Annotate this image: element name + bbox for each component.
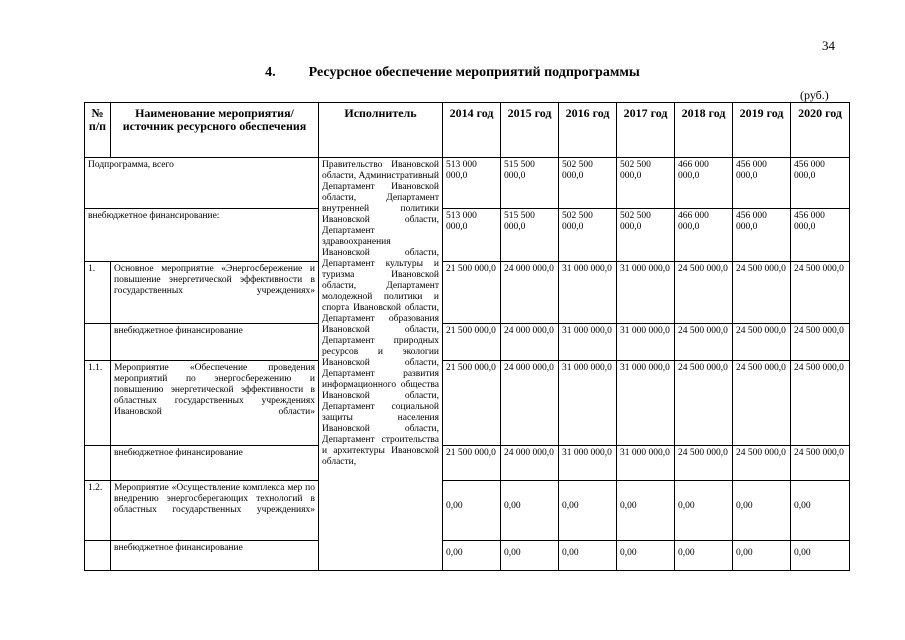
row-name: внебюджетное финансирование xyxy=(111,446,319,481)
value-cell: 24 500 000,0 xyxy=(675,361,733,446)
table-row xyxy=(85,361,850,446)
value-cell: 24 500 000,0 xyxy=(675,262,733,324)
table-row xyxy=(85,262,850,324)
value-cell: 24 500 000,0 xyxy=(733,262,791,324)
value-cell: 24 000 000,0 xyxy=(501,324,559,361)
row-name: Основное мероприятие «Энергосбережение и повышение энергетической эффективности в государственных учреждениях» xyxy=(111,262,319,324)
table-row xyxy=(85,541,850,571)
value-cell: 31 000 000,0 xyxy=(617,262,675,324)
value-cell: 456 000 000,0 xyxy=(733,158,791,209)
value-cell: 0,00 xyxy=(501,481,559,541)
value-cell: 31 000 000,0 xyxy=(617,324,675,361)
col-year-2017: 2017 год xyxy=(617,103,675,158)
table-row xyxy=(85,324,850,361)
value-cell: 24 500 000,0 xyxy=(733,324,791,361)
value-cell: 502 500 000,0 xyxy=(559,158,617,209)
value-cell: 24 500 000,0 xyxy=(733,446,791,481)
value-cell: 502 500 000,0 xyxy=(559,209,617,262)
value-cell: 513 000 000,0 xyxy=(443,158,501,209)
value-cell: 31 000 000,0 xyxy=(559,262,617,324)
row-number xyxy=(85,324,111,361)
value-cell: 0,00 xyxy=(617,541,675,571)
value-cell: 31 000 000,0 xyxy=(617,361,675,446)
value-cell: 31 000 000,0 xyxy=(559,361,617,446)
row-name: внебюджетное финансирование xyxy=(111,324,319,361)
value-cell: 24 500 000,0 xyxy=(791,446,850,481)
row-number: 1.1. xyxy=(85,361,111,446)
executor-cell: Правительство Ивановской области, Административный Департамент Ивановской области, Департамент внутренней политики Ивановской области, Департамент здравоохранения Ивановской области, Департамент культуры и туризма Ивановской области, Департамент молодежной политики и спорта Ивановской области, Департамент образования Ивановской области, Департамент природных ресурсов и экологии Ивановской области, Департамент развития информационного общества Ивановской области, Департамент социальной защиты населения Ивановской области, Департамент строительства и архитектуры Ивановской области, xyxy=(319,158,443,571)
value-cell: 31 000 000,0 xyxy=(617,446,675,481)
value-cell: 24 500 000,0 xyxy=(675,324,733,361)
value-cell: 24 500 000,0 xyxy=(791,324,850,361)
page-number: 34 xyxy=(822,38,835,53)
value-cell: 456 000 000,0 xyxy=(733,209,791,262)
col-year-2020: 2020 год xyxy=(791,103,850,158)
row-name: Мероприятие «Осуществление комплекса мер по внедрению энергосберегающих технологий в областных государственных учреждениях» xyxy=(111,481,319,541)
value-cell: 24 000 000,0 xyxy=(501,361,559,446)
value-cell: 21 500 000,0 xyxy=(443,324,501,361)
row-name: Подпрограмма, всего xyxy=(85,158,319,209)
value-cell: 21 500 000,0 xyxy=(443,446,501,481)
section-number: 4. xyxy=(265,65,276,80)
col-executor: Исполнитель xyxy=(319,103,443,158)
table-row xyxy=(85,158,850,209)
section-title: Ресурсное обеспечение мероприятий подпрограммы xyxy=(308,65,640,80)
value-cell: 0,00 xyxy=(443,541,501,571)
value-cell: 466 000 000,0 xyxy=(675,158,733,209)
value-cell: 24 500 000,0 xyxy=(733,361,791,446)
value-cell: 502 500 000,0 xyxy=(617,158,675,209)
value-cell: 466 000 000,0 xyxy=(675,209,733,262)
table-row xyxy=(85,481,850,541)
header-row xyxy=(85,103,850,158)
value-cell: 24 500 000,0 xyxy=(675,446,733,481)
row-name: Мероприятие «Обеспечение проведения мероприятий по энергосбережению и повышению энергетической эффективности в областных государственных учреждениях Ивановской области» xyxy=(111,361,319,446)
row-number xyxy=(85,446,111,481)
value-cell: 0,00 xyxy=(559,541,617,571)
section-heading xyxy=(0,65,905,81)
table-row xyxy=(85,209,850,262)
currency-unit: (руб.) xyxy=(800,88,829,102)
value-cell: 24 000 000,0 xyxy=(501,446,559,481)
resource-table xyxy=(84,102,850,571)
value-cell: 0,00 xyxy=(501,541,559,571)
value-cell: 0,00 xyxy=(733,541,791,571)
value-cell: 0,00 xyxy=(791,481,850,541)
value-cell: 513 000 000,0 xyxy=(443,209,501,262)
row-number: 1.2. xyxy=(85,481,111,541)
col-num: № п/п xyxy=(85,103,111,158)
row-name: внебюджетное финансирование: xyxy=(85,209,319,262)
value-cell: 31 000 000,0 xyxy=(559,446,617,481)
value-cell: 31 000 000,0 xyxy=(559,324,617,361)
value-cell: 456 000 000,0 xyxy=(791,209,850,262)
value-cell: 515 500 000,0 xyxy=(501,209,559,262)
value-cell: 0,00 xyxy=(733,481,791,541)
row-name: внебюджетное финансирование xyxy=(111,541,319,571)
table-row xyxy=(85,446,850,481)
value-cell: 0,00 xyxy=(791,541,850,571)
value-cell: 0,00 xyxy=(675,481,733,541)
col-year-2014: 2014 год xyxy=(443,103,501,158)
value-cell: 0,00 xyxy=(675,541,733,571)
col-year-2016: 2016 год xyxy=(559,103,617,158)
row-number: 1. xyxy=(85,262,111,324)
value-cell: 24 000 000,0 xyxy=(501,262,559,324)
col-year-2019: 2019 год xyxy=(733,103,791,158)
value-cell: 0,00 xyxy=(559,481,617,541)
value-cell: 24 500 000,0 xyxy=(791,262,850,324)
value-cell: 0,00 xyxy=(443,481,501,541)
value-cell: 21 500 000,0 xyxy=(443,262,501,324)
value-cell: 0,00 xyxy=(617,481,675,541)
value-cell: 456 000 000,0 xyxy=(791,158,850,209)
row-number xyxy=(85,541,111,571)
col-year-2015: 2015 год xyxy=(501,103,559,158)
col-name: Наименование мероприятия/источник ресурсного обеспечения xyxy=(111,103,319,158)
value-cell: 515 500 000,0 xyxy=(501,158,559,209)
value-cell: 21 500 000,0 xyxy=(443,361,501,446)
col-year-2018: 2018 год xyxy=(675,103,733,158)
value-cell: 24 500 000,0 xyxy=(791,361,850,446)
value-cell: 502 500 000,0 xyxy=(617,209,675,262)
